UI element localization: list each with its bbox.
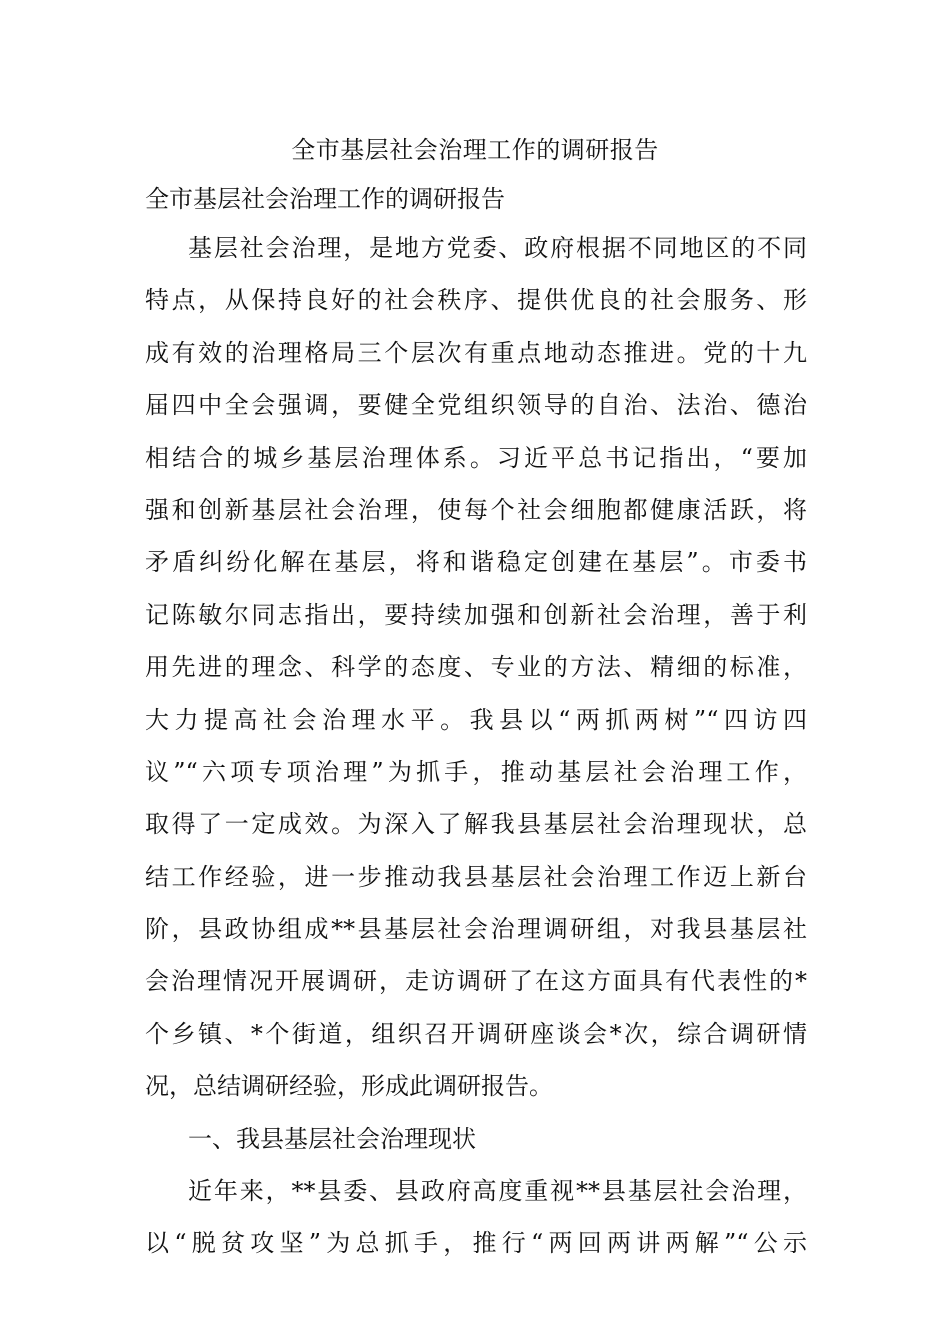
text-line: 矛盾纠纷化解在基层，将和谐稳定创建在基层”。市委书 — [145, 548, 807, 577]
text-line: 相结合的城乡基层治理体系。习近平总书记指出，“要加 — [145, 443, 807, 472]
text-line: 阶，县政协组成**县基层社会治理调研组，对我县基层社 — [145, 915, 807, 944]
paragraph-intro — [145, 222, 807, 1270]
text-line: 记陈敏尔同志指出，要持续加强和创新社会治理，善于利 — [145, 600, 807, 629]
text-line: 取得了一定成效。为深入了解我县基层社会治理现状，总 — [145, 810, 807, 839]
text-line: 基层社会治理，是地方党委、政府根据不同地区的不同 — [188, 234, 807, 262]
text-line: 个乡镇、*个街道，组织召开调研座谈会*次，综合调研情 — [145, 1019, 807, 1048]
text-line: 况，总结调研经验，形成此调研报告。 — [145, 1072, 553, 1101]
text-line: 届四中全会强调，要健全党组织领导的自治、法治、德治 — [145, 391, 807, 420]
text-line: 用先进的理念、科学的态度、专业的方法、精细的标准， — [145, 653, 807, 682]
text-line: 近年来，**县委、县政府高度重视**县基层社会治理， — [188, 1177, 807, 1206]
section-heading: 一、我县基层社会治理现状 — [188, 1124, 476, 1153]
text-line: 强和创新基层社会治理，使每个社会细胞都健康活跃，将 — [145, 495, 807, 524]
document-title: 全市基层社会治理工作的调研报告 — [291, 136, 659, 164]
document-subtitle: 全市基层社会治理工作的调研报告 — [145, 185, 505, 213]
text-line: 以“脱贫攻坚”为总抓手，推行“两回两讲两解”“公示 — [145, 1229, 807, 1258]
text-line: 特点，从保持良好的社会秩序、提供优良的社会服务、形 — [145, 286, 807, 315]
text-line: 议”“六项专项治理”为抓手，推动基层社会治理工作， — [145, 757, 807, 786]
text-line: 大力提高社会治理水平。我县以“两抓两树”“四访四 — [145, 705, 807, 734]
text-line: 结工作经验，进一步推动我县基层社会治理工作迈上新台 — [145, 862, 807, 891]
text-line: 会治理情况开展调研，走访调研了在这方面具有代表性的* — [145, 967, 807, 996]
text-line: 成有效的治理格局三个层次有重点地动态推进。党的十九 — [145, 338, 807, 367]
